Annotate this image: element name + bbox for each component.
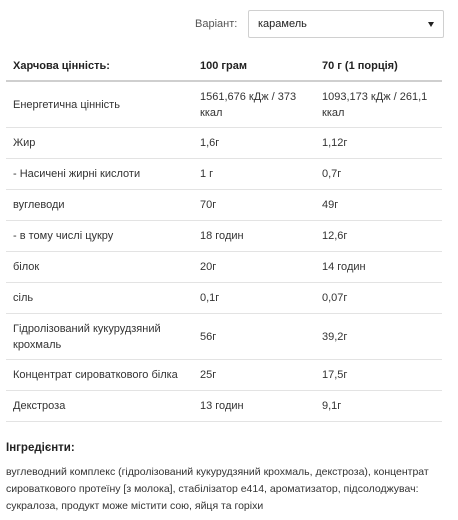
value-per-100g: 18 годин <box>193 221 315 252</box>
value-per-portion: 0,7г <box>315 159 442 190</box>
column-header-nutrient: Харчова цінність: <box>6 51 193 81</box>
table-row <box>6 252 442 283</box>
table-row <box>6 190 442 221</box>
value-per-100g: 70г <box>193 190 315 221</box>
table-header-row <box>6 51 442 81</box>
column-header-per-100g: 100 грам <box>193 51 315 81</box>
value-per-100g: 0,1г <box>193 283 315 314</box>
value-per-100g: 1561,676 кДж / 373 ккал <box>193 81 315 128</box>
chevron-down-icon <box>428 22 434 27</box>
variant-selected-value: карамель <box>258 18 307 30</box>
nutrient-name: Декстроза <box>6 391 193 422</box>
value-per-portion: 39,2г <box>315 314 442 360</box>
value-per-portion: 17,5г <box>315 360 442 391</box>
ingredients-text: вуглеводний комплекс (гідролізований кукурудзяний крохмаль, декстроза), концентрат сироваткового протеїну [з молока], стабілізатор е414, ароматизатор, підсолоджувач: сукралоза, продукт може містити сою, яйця та горіхи <box>6 466 429 512</box>
value-per-100g: 25г <box>193 360 315 391</box>
table-row <box>6 391 442 422</box>
nutrient-name: сіль <box>6 283 193 314</box>
variant-selector-row <box>0 10 458 40</box>
value-per-portion: 0,07г <box>315 283 442 314</box>
value-per-100g: 20г <box>193 252 315 283</box>
table-row <box>6 81 442 128</box>
value-per-portion: 1093,173 кДж / 261,1 ккал <box>315 81 442 128</box>
value-per-100g: 13 годин <box>193 391 315 422</box>
table-row <box>6 159 442 190</box>
value-per-100g: 56г <box>193 314 315 360</box>
value-per-portion: 1,12г <box>315 128 442 159</box>
ingredients-heading: Інгредієнти: <box>6 442 75 454</box>
nutrient-name: вуглеводи <box>6 190 193 221</box>
table-row <box>6 221 442 252</box>
table-row <box>6 283 442 314</box>
nutrient-name: - в тому числі цукру <box>6 221 193 252</box>
value-per-portion: 49г <box>315 190 442 221</box>
value-per-100g: 1 г <box>193 159 315 190</box>
nutrition-table <box>6 51 442 422</box>
value-per-portion: 12,6г <box>315 221 442 252</box>
value-per-100g: 1,6г <box>193 128 315 159</box>
value-per-portion: 14 годин <box>315 252 442 283</box>
nutrient-name: Гідролізований кукурудзяний крохмаль <box>6 314 193 360</box>
table-row <box>6 360 442 391</box>
value-per-portion: 9,1г <box>315 391 442 422</box>
nutrient-name: - Насичені жирні кислоти <box>6 159 193 190</box>
nutrient-name: білок <box>6 252 193 283</box>
column-header-per-portion: 70 г (1 порція) <box>315 51 442 81</box>
table-row <box>6 128 442 159</box>
table-row <box>6 314 442 360</box>
nutrient-name: Жир <box>6 128 193 159</box>
nutrient-name: Концентрат сироваткового білка <box>6 360 193 391</box>
nutrient-name: Енергетична цінність <box>6 81 193 128</box>
variant-label: Варіант: <box>195 18 238 30</box>
variant-dropdown[interactable] <box>248 10 444 38</box>
